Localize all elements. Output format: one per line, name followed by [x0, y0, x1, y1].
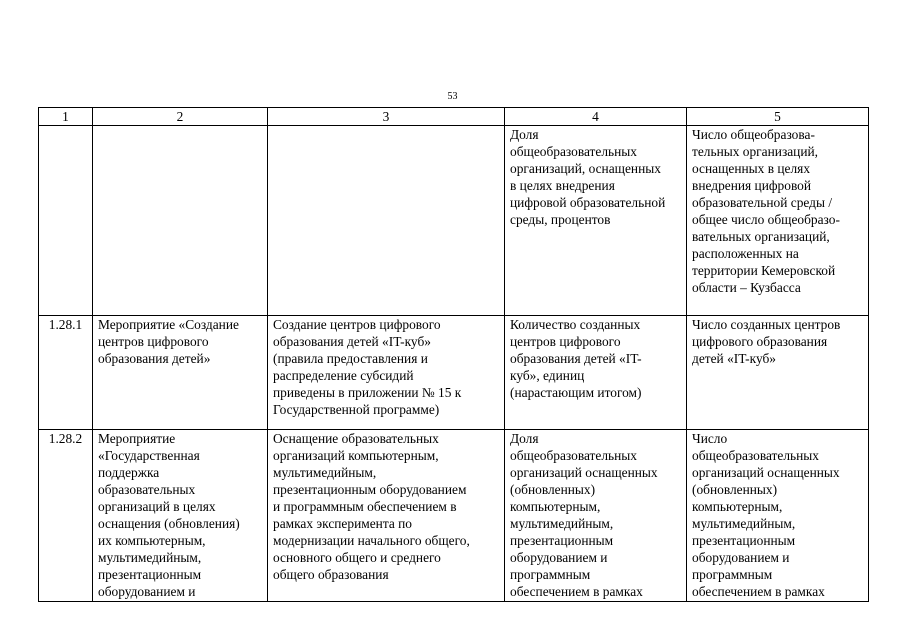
description-cell: Оснащение образовательных организаций компьютерным, мультимедийным, презентационным оборудованием и программным обеспечением в рамках эксперимента по модернизации начального общего, основного общего и среднего общего образования [268, 430, 505, 602]
description-cell: Создание центров цифрового образования детей «IT-куб» (правила предоставления и распределение субсидий приведены в приложении № 15 к Государственной программе) [268, 316, 505, 430]
program-table [38, 107, 869, 602]
row-number-cell [39, 126, 93, 316]
table-header-row [39, 108, 869, 126]
indicator-cell: Доля общеобразовательных организаций, оснащенных в целях внедрения цифровой образовательной среды, процентов [505, 126, 687, 316]
table-row [39, 126, 869, 316]
formula-cell: Число общеобразовательных организаций оснащенных (обновленных) компьютерным, мультимедийным, презентационным оборудованием и программным обеспечением в рамках [687, 430, 869, 602]
event-cell: Мероприятие «Создание центров цифрового образования детей» [93, 316, 268, 430]
column-header: 3 [268, 108, 505, 126]
column-header: 2 [93, 108, 268, 126]
formula-cell: Число созданных центров цифрового образования детей «IT-куб» [687, 316, 869, 430]
row-number-cell: 1.28.1 [39, 316, 93, 430]
page-number: 53 [447, 91, 458, 102]
indicator-cell: Доля общеобразовательных организаций оснащенных (обновленных) компьютерным, мультимедийным, презентационным оборудованием и программным обеспечением в рамках [505, 430, 687, 602]
table-row [39, 430, 869, 602]
event-cell [93, 126, 268, 316]
table-row [39, 316, 869, 430]
column-header: 1 [39, 108, 93, 126]
row-number-cell: 1.28.2 [39, 430, 93, 602]
column-header: 5 [687, 108, 869, 126]
formula-cell: Число общеобразова- тельных организаций, оснащенных в целях внедрения цифровой образовательной среды / общее число общеобразо- вательных организаций, расположенных на территории Кемеровской области – Кузбасса [687, 126, 869, 316]
indicator-cell: Количество созданных центров цифрового образования детей «IT- куб», единиц (нарастающим итогом) [505, 316, 687, 430]
event-cell: Мероприятие «Государственная поддержка образовательных организаций в целях оснащения (обновления) их компьютерным, мультимедийным, презентационным оборудованием и [93, 430, 268, 602]
column-header: 4 [505, 108, 687, 126]
description-cell [268, 126, 505, 316]
